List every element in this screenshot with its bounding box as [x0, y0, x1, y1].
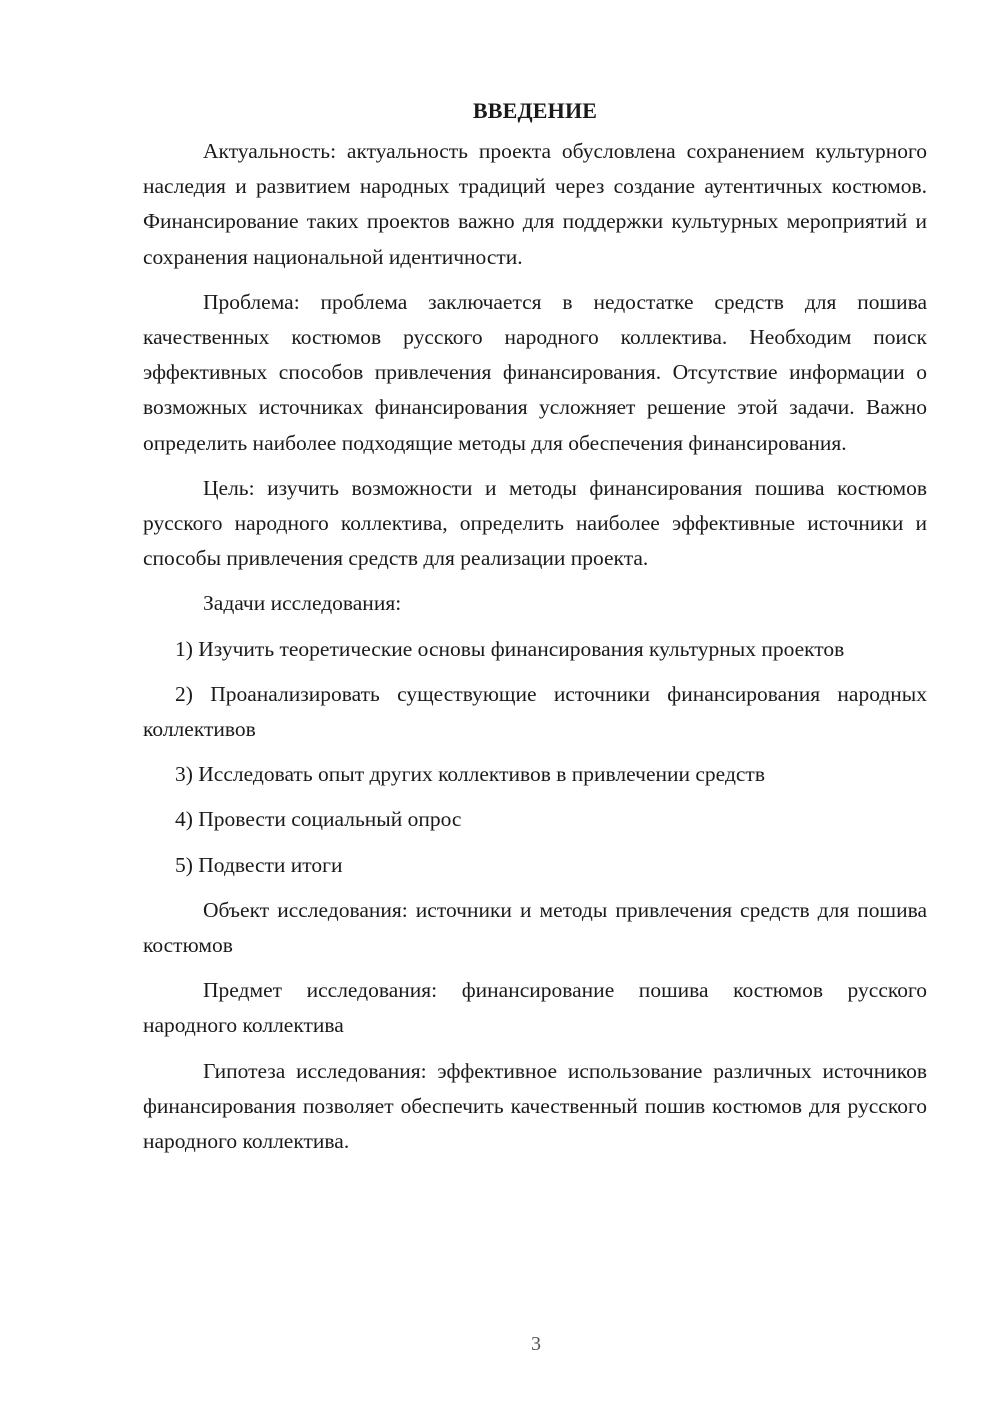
object-paragraph: Объект исследования: источники и методы привлечения средств для пошива костюмов — [143, 897, 927, 958]
document-page — [143, 96, 927, 1169]
hypothesis-paragraph: Гипотеза исследования: эффективное использование различных источников финансирования позволяет обеспечить качественный пошив костюмов для русского народного коллектива. — [143, 1058, 927, 1154]
task-item-4: 4) Провести социальный опрос — [175, 807, 462, 832]
tasks-title: Задачи исследования: — [203, 591, 402, 616]
task-item-3: 3) Исследовать опыт других коллективов в привлечении средств — [175, 762, 765, 787]
subject-paragraph: Предмет исследования: финансирование пошива костюмов русского народного коллектива — [143, 978, 927, 1038]
task-item-1: 1) Изучить теоретические основы финансирования культурных проектов — [175, 636, 845, 661]
task-item-2: 2) Проанализировать существующие источники финансирования народных коллективов — [143, 681, 927, 742]
page-number: 3 — [531, 1333, 541, 1355]
task-item-5: 5) Подвести итоги — [175, 852, 343, 877]
relevance-paragraph: Актуальность: актуальность проекта обусловлена сохранением культурного наследия и развитием народных традиций через создание аутентичных костюмов. Финансирование таких проектов важно для поддержки культурных мероприятий и сохранения национальной идентичности. — [143, 139, 927, 269]
goal-paragraph: Цель: изучить возможности и методы финансирования пошива костюмов русского народного коллектива, определить наиболее эффективные источники и способы привлечения средств для реализации проекта. — [143, 475, 927, 571]
problem-paragraph: Проблема: проблема заключается в недостатке средств для пошива качественных костюмов русского народного коллектива. Необходим поиск эффективных способов привлечения финансирования. Отсутствие информации о возможных источниках финансирования усложняет решение этой задачи. Важно определить наиболее подходящие методы для обеспечения финансирования. — [143, 289, 927, 455]
section-heading: ВВЕДЕНИЕ — [472, 98, 598, 123]
